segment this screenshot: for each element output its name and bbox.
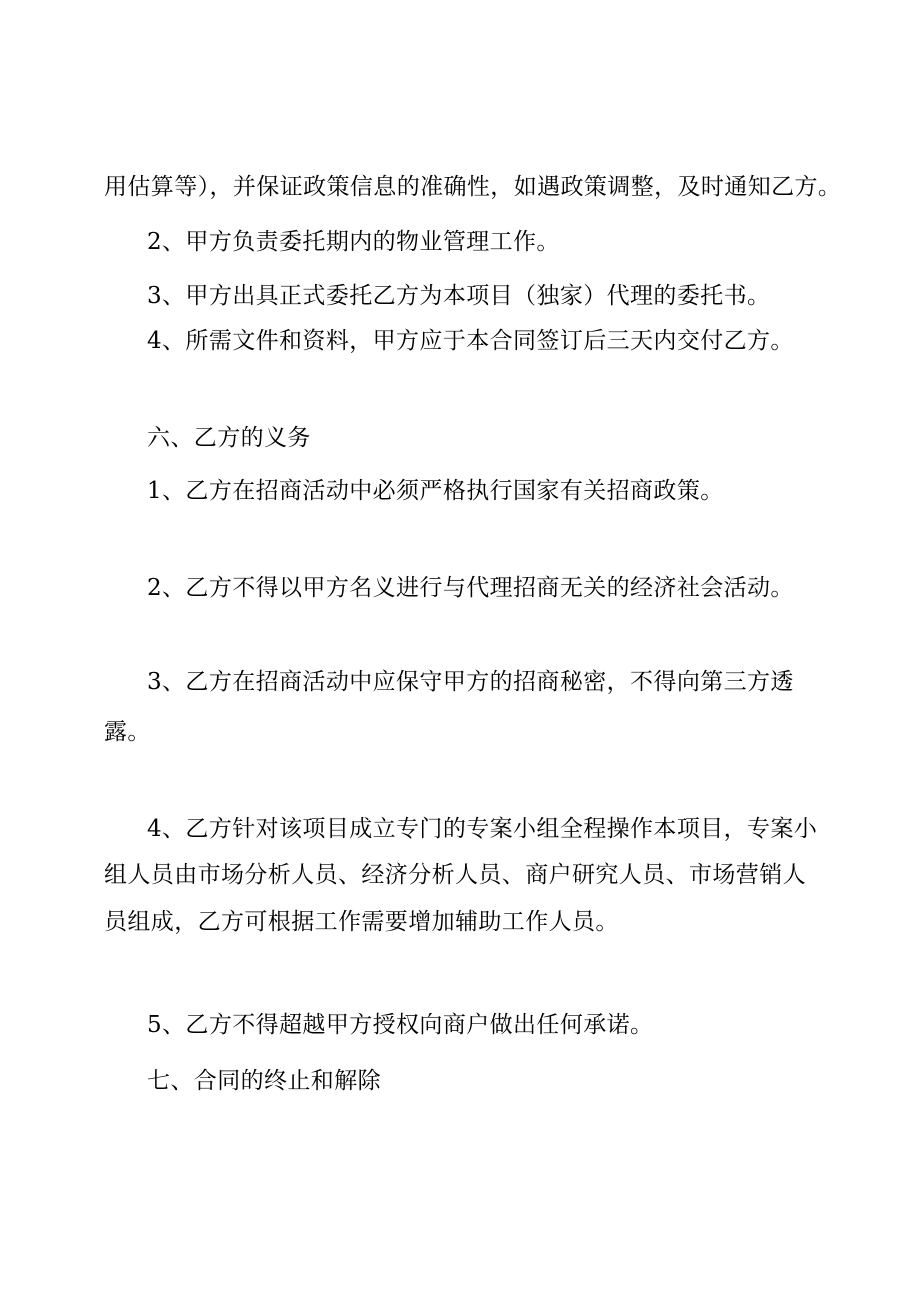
- clause-6-item-4-line-1: 4、乙方针对该项目成立专门的专案小组全程操作本项目，专案小: [147, 816, 818, 842]
- clause-6-item-2: 2、乙方不得以甲方名义进行与代理招商无关的经济社会活动。: [147, 575, 794, 601]
- clause-5-item-2: 2、甲方负责委托期内的物业管理工作。: [147, 229, 560, 255]
- clause-6-item-1: 1、乙方在招商活动中必须严格执行国家有关招商政策。: [147, 478, 724, 504]
- clause-5-item-4: 4、所需文件和资料，甲方应于本合同签订后三天内交付乙方。: [147, 328, 794, 354]
- clause-6-item-3-line-2: 露。: [104, 719, 151, 745]
- clause-6-item-3-line-1: 3、乙方在招商活动中应保守甲方的招商秘密，不得向第三方透: [147, 669, 794, 695]
- paragraph-continuation-line: 用估算等），并保证政策信息的准确性，如遇政策调整，及时通知乙方。: [104, 174, 842, 200]
- clause-6-item-4-line-3: 员组成，乙方可根据工作需要增加辅助工作人员。: [104, 909, 619, 935]
- clause-6-item-4-line-2: 组人员由市场分析人员、经济分析人员、商户研究人员、市场营销人: [104, 862, 806, 888]
- section-heading-6: 六、乙方的义务: [147, 425, 311, 451]
- section-heading-7: 七、合同的终止和解除: [147, 1068, 381, 1094]
- clause-6-item-5: 5、乙方不得超越甲方授权向商户做出任何承诺。: [147, 1012, 654, 1038]
- clause-5-item-3: 3、甲方出具正式委托乙方为本项目（独家）代理的委托书。: [147, 283, 771, 309]
